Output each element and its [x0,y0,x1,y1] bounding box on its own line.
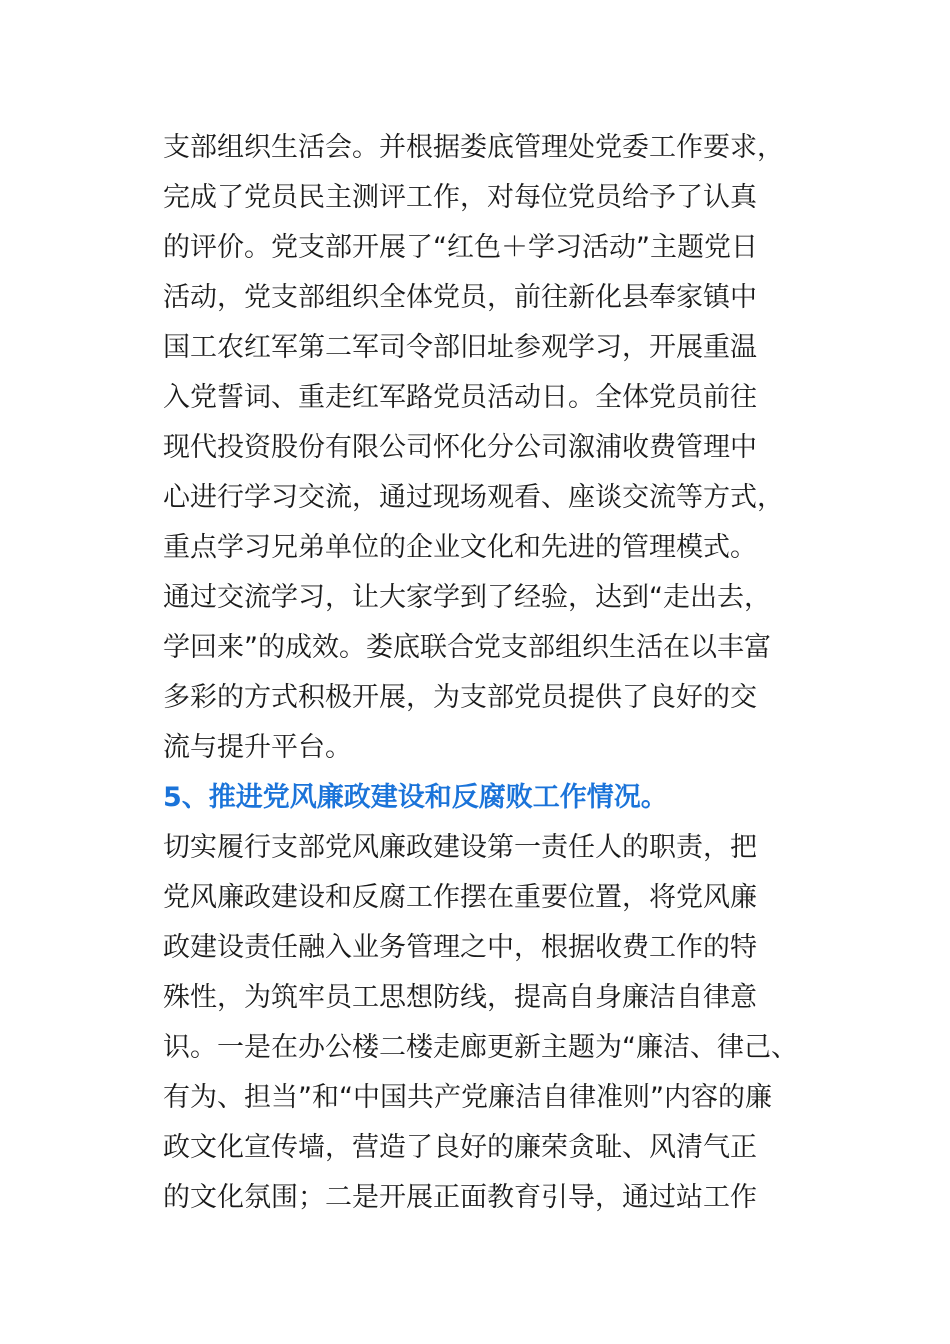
text-line: 识。一是在办公楼二楼走廊更新主题为“廉洁、律己、 [163,1032,798,1063]
text-line: 有为、担当”和“中国共产党廉洁自律准则”内容的廉 [163,1082,772,1113]
text-line: 国工农红军第二军司令部旧址参观学习，开展重温 [163,332,757,363]
text-line: 重点学习兄弟单位的企业文化和先进的管理模式。 [163,532,757,563]
text-line: 现代投资股份有限公司怀化分公司溆浦收费管理中 [163,432,757,463]
paragraph-anti-corruption [163,823,813,1223]
text-line: 党风廉政建设和反腐工作摆在重要位置，将党风廉 [163,882,757,913]
text-line: 学回来”的成效。娄底联合党支部组织生活在以丰富 [163,632,771,663]
text-line: 活动，党支部组织全体党员，前往新化县奉家镇中 [163,282,757,313]
paragraph-continuation [163,123,813,773]
text-line: 完成了党员民主测评工作，对每位党员给予了认真 [163,182,757,213]
text-line: 殊性，为筑牢员工思想防线，提高自身廉洁自律意 [163,982,757,1013]
text-line: 支部组织生活会。并根据娄底管理处党委工作要求， [163,132,784,163]
text-line: 切实履行支部党风廉政建设第一责任人的职责，把 [163,832,757,863]
text-line: 的文化氛围；二是开展正面教育引导，通过站工作 [163,1182,757,1213]
text-line: 流与提升平台。 [163,732,352,763]
text-line: 通过交流学习，让大家学到了经验，达到“走出去， [163,582,771,613]
text-line: 多彩的方式积极开展，为支部党员提供了良好的交 [163,682,757,713]
text-line: 心进行学习交流，通过现场观看、座谈交流等方式， [163,482,784,513]
document-body [163,123,813,1223]
text-line: 政建设责任融入业务管理之中，根据收费工作的特 [163,932,757,963]
text-line: 的评价。党支部开展了“红色＋学习活动”主题党日 [163,232,758,263]
text-line: 政文化宣传墙，营造了良好的廉荣贪耻、风清气正 [163,1132,757,1163]
section-heading: 5、推进党风廉政建设和反腐败工作情况。 [163,782,668,813]
text-line: 入党誓词、重走红军路党员活动日。全体党员前往 [163,382,757,413]
